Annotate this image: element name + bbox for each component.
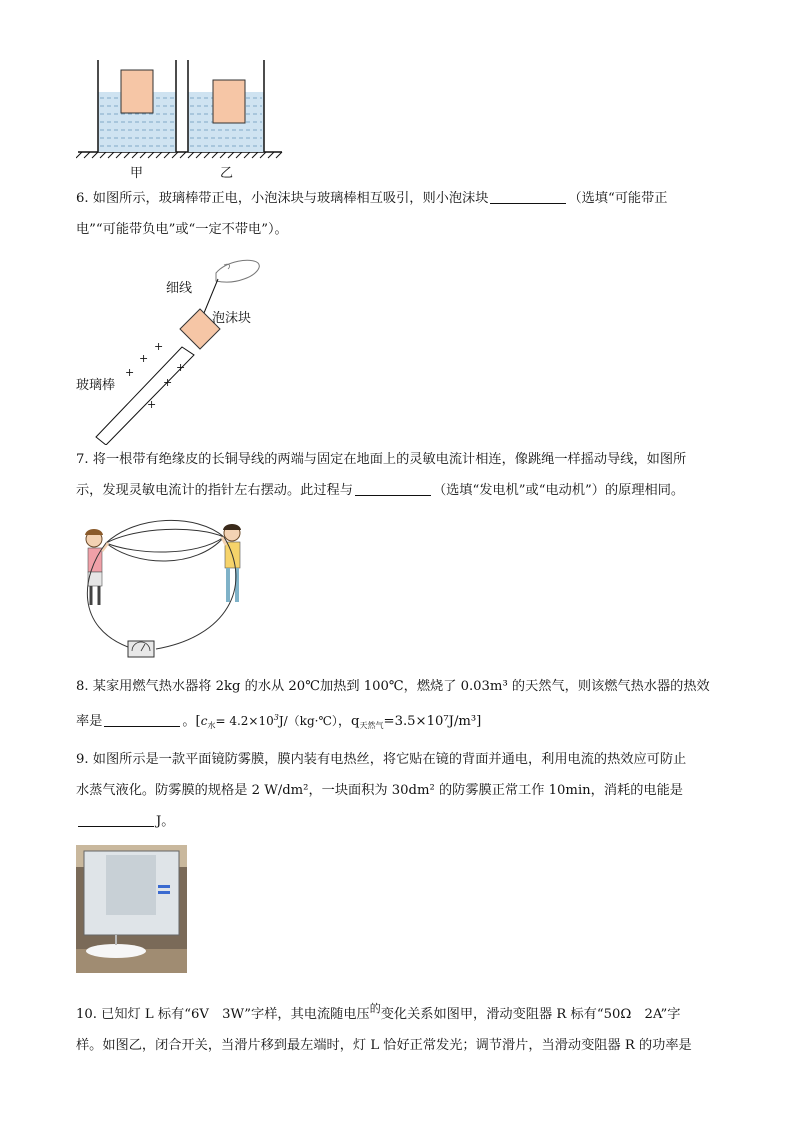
q10-text-b: 变化关系如图甲，滑动变阻器 R 标有“50Ω 2A”字 bbox=[380, 1007, 681, 1022]
q7-answer-blank[interactable] bbox=[355, 481, 431, 496]
q7-text-a: 示，发现灵敏电流计的指针左右摆动。此过程与 bbox=[76, 483, 353, 498]
q10-text-line2: 样。如图乙，闭合开关，当滑片移到最左端时，灯 L 恰好正常发光；调节滑片，当滑动变阻器 R 的功率是 bbox=[76, 1038, 692, 1053]
plus-sign: + bbox=[176, 361, 186, 374]
c-symbol: c bbox=[200, 714, 208, 728]
question-7 bbox=[76, 444, 726, 506]
q9-text-line2: 水蒸气液化。防雾膜的规格是 2 W/dm²，一块面积为 30dm² 的防雾膜正常工作 10min，消耗的电能是 bbox=[76, 783, 683, 798]
plus-sign: + bbox=[147, 398, 157, 411]
q8-text-b: 。[ bbox=[182, 714, 201, 729]
q-value: =3.5×10⁷J/m³] bbox=[383, 714, 482, 729]
mirror-photo-svg bbox=[76, 845, 187, 973]
rod-label: 玻璃棒 bbox=[76, 378, 116, 393]
q6-answer-blank[interactable] bbox=[490, 189, 566, 204]
rope-wire-svg bbox=[76, 517, 256, 667]
q10-text-a: 10. 已知灯 L 标有“6V 3W”字样，其电流随电压 bbox=[76, 1007, 370, 1022]
q6-text-line2: 电”“可能带负电”或“一定不带电”）。 bbox=[76, 222, 288, 237]
beaker-figure bbox=[76, 58, 286, 163]
question-10 bbox=[76, 993, 726, 1061]
q6-text-b: （选填“可能带正 bbox=[568, 191, 668, 206]
beaker-label-right: 乙 bbox=[220, 166, 234, 181]
rope-wire-figure bbox=[76, 517, 256, 667]
plus-sign: + bbox=[125, 366, 135, 379]
beaker-label-left: 甲 bbox=[130, 166, 144, 181]
c-exponent: 3 bbox=[273, 713, 279, 722]
mirror-photo bbox=[76, 845, 187, 973]
foam-label: 泡沫块 bbox=[212, 311, 252, 326]
q9-text-b: J。 bbox=[156, 814, 175, 829]
c-value: = 4.2×10 bbox=[215, 714, 274, 728]
question-8 bbox=[76, 671, 726, 741]
thread-label: 细线 bbox=[166, 281, 193, 296]
c-unit: J/（kg·℃） bbox=[278, 714, 338, 728]
question-6 bbox=[76, 183, 726, 245]
q9-answer-blank[interactable] bbox=[78, 812, 154, 827]
q10-text-de: 的 bbox=[369, 1002, 381, 1015]
question-9 bbox=[76, 744, 726, 837]
specific-heat-formula bbox=[201, 714, 338, 728]
q8-text-a: 率是 bbox=[76, 714, 103, 729]
q9-text-line1: 9. 如图所示是一款平面镜防雾膜，膜内装有电热丝，将它贴在镜的背面并通电，利用电流的热效应可防止 bbox=[76, 752, 687, 767]
c-subscript: 水 bbox=[207, 721, 216, 730]
q8-text-line1: 8. 某家用燃气热水器将 2kg 的水从 20℃加热到 100℃，燃烧了 0.03m³ 的天然气，则该燃气热水器的热效 bbox=[76, 679, 710, 694]
q-symbol: ，q bbox=[337, 714, 360, 729]
q8-answer-blank[interactable] bbox=[104, 712, 180, 727]
q-subscript: 天然气 bbox=[359, 721, 384, 730]
q7-text-line1: 7. 将一根带有绝缘皮的长铜导线的两端与固定在地面上的灵敏电流计相连，像跳绳一样摇动导线，如图所 bbox=[76, 452, 687, 467]
plus-sign: + bbox=[163, 376, 173, 389]
plus-sign: + bbox=[139, 352, 149, 365]
q7-text-b: （选填“发电机”或“电动机”）的原理相同。 bbox=[432, 483, 685, 498]
plus-sign: + bbox=[154, 340, 164, 353]
beaker-figure-svg bbox=[76, 58, 286, 163]
q6-text-a: 6. 如图所示，玻璃棒带正电，小泡沫块与玻璃棒相互吸引，则小泡沫块 bbox=[76, 191, 489, 206]
